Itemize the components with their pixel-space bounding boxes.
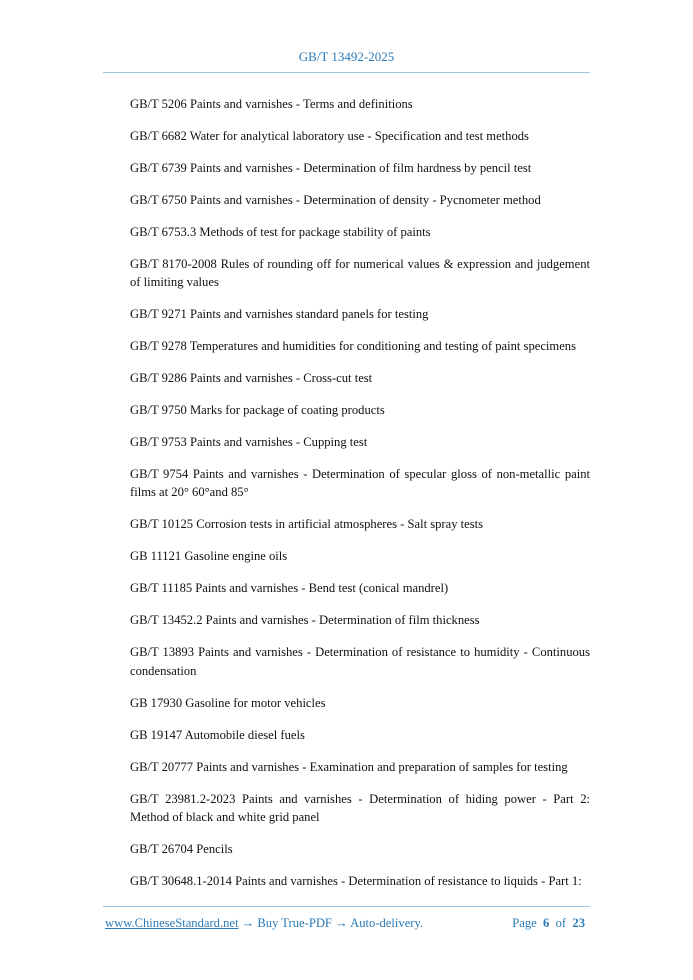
reference-item: GB/T 6682 Water for analytical laboratory use - Specification and test methods xyxy=(130,128,529,143)
reference-item: GB 11121 Gasoline engine oils xyxy=(130,549,288,564)
footer-promo-text: → Buy True-PDF → Auto-delivery. xyxy=(238,916,424,930)
of-label: of xyxy=(555,916,567,930)
reference-item: GB/T 6739 Paints and varnishes - Determination of film hardness by pencil test xyxy=(130,160,532,175)
reference-item: GB/T 9750 Marks for package of coating products xyxy=(130,403,385,418)
reference-item: GB/T 20777 Paints and varnishes - Examination and preparation of samples for testing xyxy=(130,759,568,774)
chinesestandard-link[interactable]: www.ChineseStandard.net xyxy=(105,916,239,930)
reference-item: GB/T 9271 Paints and varnishes standard panels for testing xyxy=(130,307,429,322)
page-indicator xyxy=(512,916,585,931)
reference-item: GB/T 11185 Paints and varnishes - Bend test (conical mandrel) xyxy=(130,581,449,596)
reference-item: GB 19147 Automobile diesel fuels xyxy=(130,727,305,742)
reference-item: GB/T 9278 Temperatures and humidities for conditioning and testing of paint specimens xyxy=(130,339,577,354)
reference-item: GB 17930 Gasoline for motor vehicles xyxy=(130,695,326,710)
reference-item: GB/T 30648.1-2014 Paints and varnishes - Determination of resistance to liquids - Part 1: xyxy=(130,873,582,888)
page-number: 6 xyxy=(543,916,550,930)
page-label: Page xyxy=(512,916,537,930)
reference-item: GB/T 23981.2-2023 Paints and varnishes - Determination of hiding power - Part 2: Method of black and white grid panel xyxy=(130,791,590,824)
page-total: 23 xyxy=(572,916,585,930)
reference-item: GB/T 10125 Corrosion tests in artificial atmospheres - Salt spray tests xyxy=(130,517,484,532)
reference-item: GB/T 13452.2 Paints and varnishes - Determination of film thickness xyxy=(130,613,480,628)
normative-references-list xyxy=(130,95,590,904)
reference-item: GB/T 8170-2008 Rules of rounding off for numerical values & expression and judgement of limiting values xyxy=(130,256,590,290)
reference-item: GB/T 6753.3 Methods of test for package stability of paints xyxy=(130,224,431,239)
reference-item: GB/T 26704 Pencils xyxy=(130,841,233,856)
page-footer xyxy=(105,916,585,931)
reference-item: GB/T 9286 Paints and varnishes - Cross-cut test xyxy=(130,371,373,386)
page-header-title: GB/T 13492-2025 xyxy=(298,49,395,64)
reference-item: GB/T 6750 Paints and varnishes - Determination of density - Pycnometer method xyxy=(130,192,541,207)
reference-item: GB/T 9753 Paints and varnishes - Cupping test xyxy=(130,435,368,450)
footer-divider xyxy=(103,906,590,907)
reference-item: GB/T 13893 Paints and varnishes - Determination of resistance to humidity - Continuous condensation xyxy=(130,645,590,678)
reference-item: GB/T 9754 Paints and varnishes - Determination of specular gloss of non-metallic paint films at 20° 60°and 85° xyxy=(130,467,590,500)
reference-item: GB/T 5206 Paints and varnishes - Terms and definitions xyxy=(130,97,413,111)
header-divider xyxy=(103,72,590,73)
